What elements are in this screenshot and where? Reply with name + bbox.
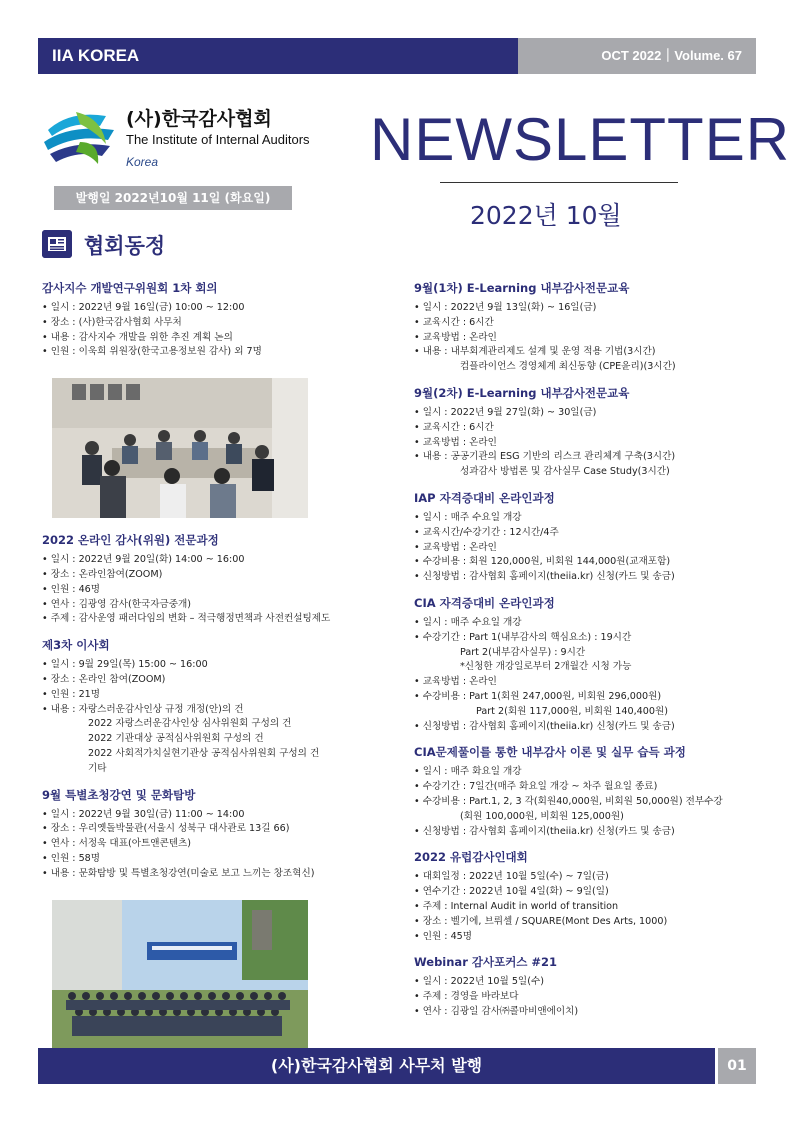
list-item: • 인원 : 46명	[42, 583, 101, 595]
list-item: • 장소 : 온라인참여(ZOOM)	[42, 568, 163, 580]
list-item: Part 2(회원 117,000원, 비회원 140,400원)	[476, 705, 668, 717]
left-column	[42, 280, 392, 1056]
list-item: • 교육방법 : 온라인	[414, 436, 497, 448]
footer-bar	[38, 1048, 756, 1084]
list-item: • 교육시간 : 6시간	[414, 421, 494, 433]
publisher-text: (사)한국감사협회 사무처 발행	[38, 1048, 715, 1084]
list-item: • 연사 : 김광일 감사㈜콜마비앤에이치)	[414, 1005, 579, 1017]
list-item: • 연사 : 김광영 감사(한국자금중개)	[42, 598, 192, 610]
org-region: Korea	[126, 155, 159, 169]
list-item: • 교육방법 : 온라인	[414, 331, 497, 343]
list-item: • 내용 : 내부회계관리제도 설계 및 운영 적용 기법(3시간)	[414, 346, 656, 358]
list-item: • 주제 : 경영을 바라보다	[414, 991, 519, 1003]
list-item: • 일시 : 매주 수요일 개강	[414, 616, 522, 628]
org-short-name: IIA KOREA	[38, 38, 518, 74]
newsletter-title: NEWSLETTER	[370, 106, 791, 173]
list-item: • 인원 : 이욱희 위원장(한국고용정보원 감사) 외 7명	[42, 346, 262, 358]
list-item: • 교육방법 : 온라인	[414, 676, 497, 688]
list-item: • 장소 : 온라인 참여(ZOOM)	[42, 673, 166, 685]
news-icon	[42, 230, 72, 258]
title-divider	[440, 182, 678, 183]
block-title: 9월(2차) E-Learning 내부감사전문교육	[414, 385, 630, 400]
list-item: • 내용 : 자랑스러운감사인상 규정 개정(안)의 건	[42, 703, 244, 715]
list-item: • 교육방법 : 온라인	[414, 541, 497, 553]
list-item: 성과감사 방법론 및 감사실무 Case Study(3시간)	[460, 466, 670, 478]
block-title: IAP 자격증대비 온라인과정	[414, 490, 555, 505]
news-block	[414, 849, 764, 944]
list-item: *신청한 개강일로부터 2개월간 시청 가능	[460, 661, 632, 673]
list-item: 기타	[88, 762, 107, 774]
meeting-photo	[52, 378, 308, 518]
list-item: • 일시 : 2022년 9월 13일(화) ~ 16일(금)	[414, 302, 597, 313]
list-item: • 주제 : Internal Audit in world of transition	[414, 900, 619, 912]
news-block	[414, 490, 764, 585]
list-item: • 수강기간 : Part 1(내부감사의 핵심요소) : 19시간	[414, 631, 632, 643]
block-title: CIA문제풀이를 통한 내부감사 이론 및 실무 습득 과정	[414, 745, 686, 760]
list-item: • 일시 : 매주 수요일 개강	[414, 511, 522, 523]
list-item: • 인원 : 58명	[42, 852, 101, 864]
list-item: • 내용 : 공공기관의 ESG 기반의 리스크 관리체계 구축(3시간)	[414, 451, 676, 463]
section-title: 협회동정	[84, 234, 166, 258]
list-item: • 장소 : (사)한국감사협회 사무처	[42, 316, 182, 328]
news-block	[42, 787, 392, 882]
list-item: • 수강비용 : Part 1(회원 247,000원, 비회원 296,000원)	[414, 690, 662, 702]
list-item: (회원 100,000원, 비회원 125,000원)	[460, 810, 624, 822]
news-block	[414, 595, 764, 734]
list-item: • 장소 : 우리옛돌박물관(서울시 성북구 대사관로 13길 66)	[42, 823, 290, 835]
list-item: • 신청방법 : 감사협회 홈페이지(theiia.kr) 신청(카드 및 송금)	[414, 825, 675, 837]
block-title: 제3차 이사회	[42, 638, 110, 653]
list-item: • 일시 : 2022년 9월 30일(금) 11:00 ~ 14:00	[42, 808, 245, 820]
list-item: • 장소 : 벨기에, 브뤼셀 / SQUARE(Mont Des Arts, 1000)	[414, 915, 668, 927]
list-item: • 일시 : 2022년 9월 27일(화) ~ 30일(금)	[414, 406, 597, 418]
org-name-korean: (사)한국감사협회	[126, 108, 272, 130]
list-item: 2022 기관대상 공적심사위원회 구성의 건	[88, 733, 264, 745]
list-item: • 일시 : 9월 29일(목) 15:00 ~ 16:00	[42, 659, 208, 671]
list-item: • 일시 : 2022년 10월 5일(수)	[414, 976, 544, 988]
list-item: Part 2(내부감사실무) : 9시간	[460, 646, 586, 658]
issue-volume: OCT 2022｜Volume. 67	[518, 38, 756, 74]
block-title: 2022 유럽감사인대회	[414, 850, 528, 865]
list-item: • 내용 : 문화탐방 및 특별초청강연(미술로 보고 느끼는 창조혁신)	[42, 867, 315, 879]
list-item: 2022 자랑스러운감사인상 심사위원회 구성의 건	[88, 718, 292, 730]
list-item: • 수강기간 : 7일간(매주 화요일 개강 ~ 차주 월요일 종료)	[414, 781, 658, 793]
block-title: 9월 특별초청강연 및 문화탐방	[42, 787, 196, 802]
list-item: • 내용 : 감사지수 개발을 위한 추진 계획 논의	[42, 331, 233, 343]
list-item: • 인원 : 21명	[42, 688, 101, 700]
iia-globe-logo	[40, 102, 120, 172]
block-title: 감사지수 개발연구위원회 1차 회의	[42, 281, 218, 295]
top-banner	[38, 38, 756, 74]
list-item: • 교육시간 : 6시간	[414, 316, 494, 328]
list-item: • 대회일정 : 2022년 10월 5일(수) ~ 7일(금)	[414, 871, 609, 883]
list-item: • 일시 : 2022년 9월 16일(금) 10:00 ~ 12:00	[42, 302, 245, 313]
list-item: • 수강비용 : Part.1, 2, 3 각(회원40,000원, 비회원 50,000원) 전부수강	[414, 795, 723, 807]
right-column	[414, 280, 764, 1030]
block-title: Webinar 감사포커스 #21	[414, 955, 558, 970]
news-block	[414, 954, 764, 1019]
newsletter-date: 2022년 10월	[470, 201, 622, 230]
list-item: • 신청방법 : 감사협회 홈페이지(theiia.kr) 신청(카드 및 송금)	[414, 571, 675, 583]
list-item: • 주제 : 감사운영 패러다임의 변화 – 적극행정면책과 사전컨설팅제도	[42, 613, 331, 625]
news-block	[42, 637, 392, 776]
block-title: CIA 자격증대비 온라인과정	[414, 595, 555, 610]
list-item: • 연사 : 서정욱 대표(아트앤콘텐츠)	[42, 838, 192, 850]
news-block	[414, 385, 764, 480]
list-item: • 신청방법 : 감사협회 홈페이지(theiia.kr) 신청(카드 및 송금)	[414, 720, 675, 732]
page-number: 01	[718, 1048, 756, 1084]
news-block	[42, 280, 392, 360]
list-item: • 일시 : 2022년 9월 20일(화) 14:00 ~ 16:00	[42, 554, 245, 566]
news-block	[414, 744, 764, 839]
group-photo	[52, 900, 308, 1052]
list-item: • 인원 : 45명	[414, 930, 473, 942]
org-name-english: The Institute of Internal Auditors	[126, 132, 310, 147]
list-item: • 일시 : 매주 화요일 개강	[414, 766, 522, 778]
news-block	[414, 280, 764, 375]
list-item: • 교육시간/수강기간 : 12시간/4주	[414, 526, 559, 538]
list-item: 2022 사회적가치실현기관상 공적심사위원회 구성의 건	[88, 747, 320, 759]
news-block	[42, 532, 392, 627]
issue-date-bar: 발행일 2022년10월 11일 (화요일)	[54, 186, 292, 210]
list-item: • 수강비용 : 회원 120,000원, 비회원 144,000원(교재포함)	[414, 556, 671, 568]
block-title: 2022 온라인 감사(위원) 전문과정	[42, 533, 219, 548]
list-item: 컴플라이언스 경영체계 최신동향 (CPE윤리)(3시간)	[460, 361, 676, 373]
list-item: • 연수기간 : 2022년 10월 4일(화) ~ 9일(일)	[414, 886, 609, 898]
block-title: 9월(1차) E-Learning 내부감사전문교육	[414, 281, 630, 295]
